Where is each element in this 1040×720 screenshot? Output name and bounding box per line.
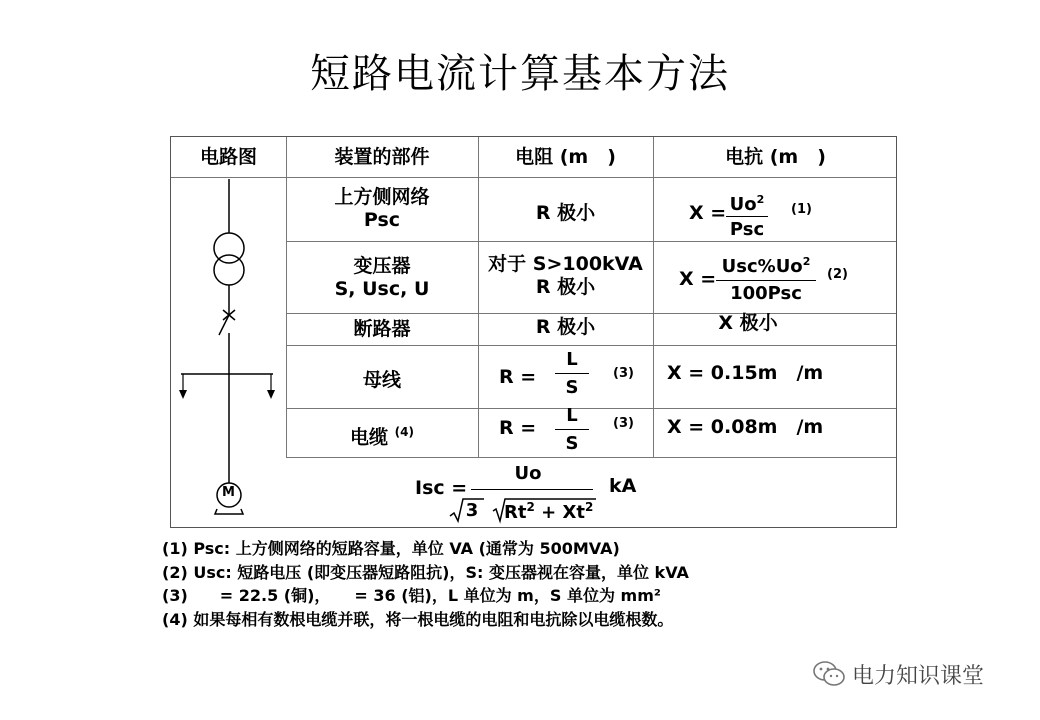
component-network: 上方侧网络 Psc — [334, 186, 430, 231]
reactance-transformer-numerator: Usc%Uo$^2$ — [721, 255, 811, 277]
grid-line — [286, 457, 896, 458]
footnote-2: (2) Usc: 短路电压 (即变压器短路阻抗)，S: 变压器视在容量，单位 kVA — [162, 562, 689, 582]
fraction-bar — [726, 216, 768, 217]
resistance-cable-ref: (3) — [613, 416, 634, 431]
formula-sqrt3: 3 — [465, 500, 479, 521]
grid-line — [286, 241, 896, 242]
reactance-network-ref: (1) — [791, 202, 812, 217]
reactance-cable: X = 0.08m /m — [667, 416, 824, 438]
resistance-busbar-prefix: R = — [499, 366, 537, 388]
wechat-icon — [812, 659, 846, 689]
header-reactance: 电抗 (m ) — [725, 146, 826, 168]
fraction-bar — [716, 280, 816, 281]
header-resistance: 电阻 (m ) — [515, 146, 616, 168]
reactance-breaker: X 极小 — [718, 312, 778, 334]
formula-numerator: Uo — [514, 463, 542, 484]
grid-line — [286, 345, 896, 346]
fraction-bar — [555, 373, 589, 374]
resistance-cable-prefix: R = — [499, 417, 537, 439]
reactance-transformer-prefix: X = — [679, 268, 717, 290]
resistance-busbar-numerator: L — [566, 349, 578, 370]
resistance-breaker: R 极小 — [535, 316, 596, 338]
footnote-3: (3) = 22.5 (铜)， = 36 (铝)，L 单位为 m，S 单位为 mm² — [162, 586, 661, 605]
reactance-transformer-ref: (2) — [827, 267, 848, 282]
page-title: 短路电流计算基本方法 — [310, 51, 730, 97]
resistance-cable-numerator: L — [566, 405, 578, 426]
resistance-network: R 极小 — [535, 202, 596, 224]
reactance-network-denominator: Psc — [729, 219, 765, 240]
reactance-network-numerator: Uo$^2$ — [729, 193, 765, 215]
footnotes — [162, 537, 689, 631]
header-component: 装置的部件 — [334, 146, 430, 168]
resistance-busbar-ref: (3) — [613, 366, 634, 381]
formula-prefix: Isc = — [415, 477, 468, 499]
resistance-busbar-denominator: S — [565, 377, 579, 398]
resistance-transformer: 对于 S>100kVA R 极小 — [488, 253, 643, 298]
header-circuit: 电路图 — [199, 146, 257, 168]
reactance-network-prefix: X = — [689, 202, 727, 224]
component-cable: 电缆 $^{(4)}$ — [350, 425, 414, 449]
grid-line — [286, 408, 896, 409]
reactance-busbar: X = 0.15m /m — [667, 362, 824, 384]
component-transformer: 变压器 S, Usc, U — [334, 255, 430, 300]
footnote-4: (4) 如果每相有数根电缆并联，将一根电缆的电阻和电抗除以电缆根数。 — [162, 609, 674, 629]
fraction-bar — [471, 489, 593, 490]
grid-line — [653, 137, 654, 457]
watermark-text: 电力知识课堂 — [852, 663, 985, 689]
reactance-transformer-denominator: 100Psc — [730, 283, 802, 304]
formula-sqrt-rt-xt: $Rt^2 + Xt^2$ — [504, 500, 594, 523]
component-breaker: 断路器 — [353, 318, 411, 340]
calculation-table — [170, 136, 897, 528]
component-busbar: 母线 — [362, 369, 401, 391]
watermark — [812, 658, 984, 690]
footnote-1: (1) Psc: 上方侧网络的短路容量，单位 VA (通常为 500MVA) — [162, 539, 620, 558]
motor-label: M — [222, 485, 235, 500]
resistance-cable-denominator: S — [565, 433, 579, 454]
formula-unit: kA — [609, 475, 637, 497]
circuit-diagram — [171, 137, 286, 529]
fraction-bar — [555, 429, 589, 430]
